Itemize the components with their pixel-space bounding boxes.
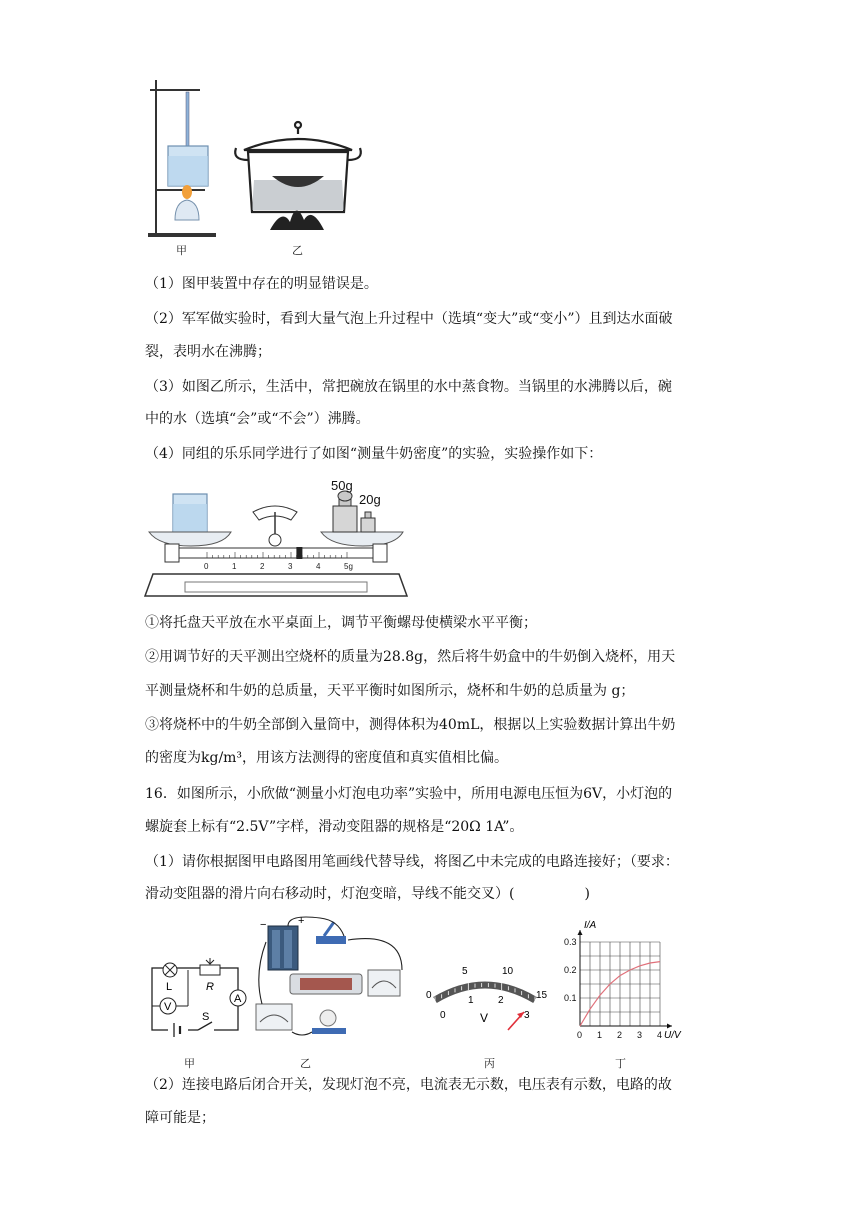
x-axis-arrow [667, 1024, 672, 1029]
q15-part1: （1）图甲装置中存在的明显错误是。 [145, 276, 378, 292]
label-V: V [164, 1001, 172, 1013]
beam-tick-label: 5g [344, 562, 353, 571]
x-tick-label: 0 [577, 1030, 583, 1040]
x-tick-label: 3 [637, 1030, 643, 1040]
q16-line4: 滑动变阻器的滑片向右移动时，灯泡变暗，导线不能交叉）( ) [145, 886, 590, 902]
caption-yi: 乙 [292, 245, 303, 257]
weight-label-50g: 50g [331, 478, 353, 493]
figure-circuit-diagram [144, 950, 254, 1060]
beam-tick-label: 0 [204, 562, 209, 571]
caption-fig-yi: 乙 [300, 1057, 311, 1070]
label-A: A [234, 993, 242, 1005]
dial-inner-1: 1 [468, 995, 474, 1006]
figure-balance [145, 474, 555, 604]
q15-step2-line1: ②用调节好的天平测出空烧杯的质量为28.8g，然后将牛奶盒中的牛奶倒入烧杯，用天 [145, 649, 676, 665]
q16-line1: 16．如图所示，小欣做“测量小灯泡电功率”实验中，所用电源电压恒为6V，小灯泡的 [145, 786, 673, 802]
stove-flame [270, 210, 324, 230]
beam-tick-label: 2 [260, 562, 265, 571]
label-plus: + [298, 915, 305, 927]
switch [316, 936, 346, 944]
caption-fig-jia: 甲 [184, 1057, 195, 1070]
caption-fig-ding: 丁 [615, 1057, 626, 1070]
chart-xlabel: U/V [664, 1030, 681, 1041]
burner-flame [182, 185, 192, 199]
q16-line2: 螺旋套上标有“2.5V”字样，滑动变阻器的规格是“20Ω 1A”。 [145, 819, 524, 835]
label-minus: − [260, 919, 267, 931]
figure-voltmeter-dial [420, 960, 560, 1050]
weight-50g [333, 506, 357, 532]
dial-outer-0: 0 [426, 990, 432, 1001]
dial-unit: V [480, 1011, 489, 1025]
y-axis-arrow [578, 930, 583, 935]
weight-20g [361, 518, 375, 532]
beam-tick-label: 1 [232, 562, 237, 571]
q15-part2-line1: （2）军军做实验时，看到大量气泡上升过程中（选填“变大”或“变小”）且到达水面破 [145, 311, 673, 327]
y-tick-label: 0.2 [564, 965, 577, 975]
beam [165, 548, 387, 558]
figure-boiling-apparatus [140, 70, 370, 260]
y-tick-label: 0.1 [564, 993, 577, 1003]
rheostat-symbol [200, 965, 220, 975]
x-tick-label: 1 [597, 1030, 603, 1040]
beam-tick-label: 4 [316, 562, 321, 571]
q15-step2-line2: 平测量烧杯和牛奶的总质量，天平平衡时如图所示，烧杯和牛奶的总质量为 g； [145, 683, 635, 699]
left-pan [149, 532, 231, 546]
beam-tick-label: 3 [288, 562, 293, 571]
label-S: S [202, 1011, 210, 1023]
iu-chart [560, 916, 690, 1046]
weight-label-20g: 20g [359, 492, 381, 507]
dial-inner-3: 3 [524, 1010, 530, 1021]
q16-line5: （2）连接电路后闭合开关，发现灯泡不亮，电流表无示数，电压表有示数，电路的故 [145, 1077, 672, 1093]
q16-line6: 障可能是； [145, 1110, 215, 1126]
q15-step3-line2: 的密度为kg/m³，用该方法测得的密度值和真实值相比偏。 [145, 750, 509, 766]
x-tick-label: 4 [657, 1030, 663, 1040]
dial-outer-15: 15 [536, 990, 548, 1001]
chart-tick-labels [564, 937, 662, 1040]
dial-outer-5: 5 [462, 966, 468, 977]
y-tick-label: 0.3 [564, 937, 577, 947]
chart-ylabel: I/A [584, 920, 597, 931]
alcohol-lamp [175, 200, 199, 220]
q15-part3-line2: 中的水（选填“会”或“不会”）沸腾。 [145, 411, 370, 427]
q15-step3-line1: ③将烧杯中的牛奶全部倒入量筒中，测得体积为40mL，根据以上实验数据计算出牛奶 [145, 717, 676, 733]
q15-step1: ①将托盘天平放在水平桌面上，调节平衡螺母使横梁水平平衡； [145, 615, 537, 631]
dial-arc [435, 985, 535, 1000]
chart-grid [580, 942, 660, 1026]
q15-part3-line1: （3）如图乙所示，生活中，常把碗放在锅里的水中蒸食物。当锅里的水沸腾以后，碗 [145, 379, 672, 395]
chart-axes [578, 930, 673, 1029]
beam-rider [296, 547, 302, 559]
q15-part4: （4）同组的乐乐同学进行了如图“测量牛奶密度”的实验，实验操作如下： [145, 446, 603, 462]
label-L: L [166, 981, 173, 993]
x-tick-label: 2 [617, 1030, 623, 1040]
label-R: R [206, 981, 214, 993]
q16-line3: （1）请你根据图甲电路图用笔画线代替导线，将图乙中未完成的电路连接好；（要求： [145, 854, 679, 870]
q15-part2-line2: 裂，表明水在沸腾； [145, 344, 271, 360]
dial-inner-0: 0 [440, 1010, 446, 1021]
bulb [320, 1010, 336, 1026]
right-pan [321, 532, 403, 546]
dial-inner-2: 2 [498, 995, 504, 1006]
figure-physical-circuit [252, 914, 420, 1054]
caption-fig-bing: 丙 [484, 1057, 495, 1070]
dial-outer-10: 10 [502, 966, 514, 977]
caption-jia: 甲 [176, 245, 187, 257]
battery-pack [268, 926, 298, 970]
